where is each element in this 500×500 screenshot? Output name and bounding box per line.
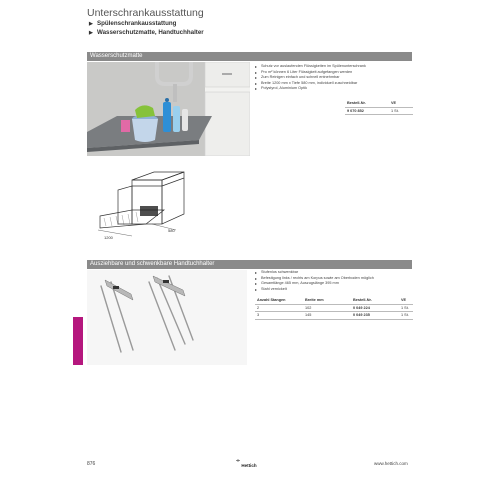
bullet-item: ▸ Stahl vernickelt [255,287,415,293]
subtitle-1-text: Spülenschrankausstattung [97,20,177,27]
col-header: Breite mm [303,297,351,304]
cell: 2 [255,304,303,312]
table-row [255,304,413,312]
bullet-item: ▸ Stufenlos schwenkbar [255,270,415,276]
col-header: VE [399,297,413,304]
bullet-item: ▸ Zum Reinigen einfach und schnell entnehmbar [255,75,415,81]
arrow-icon: ▶ [89,21,93,27]
pack-unit: 1 St. [399,312,413,320]
order-number: 0 049 235 [351,312,399,320]
cell: 102 [303,304,351,312]
chapter-tab [73,317,83,365]
pack-unit: 1 St. [399,304,413,312]
sink-cabinet-photo [87,62,250,156]
hettich-logo [234,458,264,468]
order-table-2 [255,297,413,320]
pack-unit: 1 St. [389,107,413,115]
order-table-1 [345,100,413,115]
col-header: VE [389,100,413,107]
section2-bullets [255,270,415,292]
col-header: Anzahl Stangen [255,297,303,304]
cell: 3 [255,312,303,320]
bullet-item: ▸ Polystyrol, Aluminium Optik [255,86,415,92]
subtitle-2-text: Wasserschutzmatte, Handtuchhalter [97,29,204,36]
dim-width-label: 1200 [104,235,113,240]
bullet-item: ▸ Gesamtlänge 465 mm, Auszugslänge 395 mm [255,281,415,287]
col-header: Bestell-Nr. [351,297,399,304]
section1-bullets [255,64,415,92]
bullet-item: ▸ Befestigung links / rechts am Korpus sowie am Oberboden möglich [255,276,415,282]
page-title: Unterschrankausstattung [87,7,204,19]
arrow-icon: ▶ [89,30,93,36]
table-row [255,312,413,320]
cell: 145 [303,312,351,320]
page-number: 876 [87,461,96,467]
bullet-item: ▸ Pro m² können 6 Liter Flüssigkeit aufgefangen werden [255,70,415,76]
bullet-item: ▸ Breite 1200 mm x Tiefe 580 mm, individuell zuschneidbar [255,81,415,87]
dim-depth-label: 580 [168,228,175,233]
order-number: 0 049 224 [351,304,399,312]
logo-text: Hettich [241,463,257,468]
website-link[interactable]: www.hettich.com [374,461,408,466]
cabinet-mat-drawing [92,166,212,246]
section-bar-handtuchhalter: Ausziehbare und schwenkbare Handtuchhalter [87,260,412,269]
section-bar-wasserschutzmatte: Wasserschutzmatte [87,52,412,61]
subtitle-1 [89,20,176,27]
col-header: Bestell-Nr. [345,100,389,107]
bullet-item: ▸ Schutz vor auslaufenden Flüssigkeiten im Spülenunterschrank [255,64,415,70]
table-row [345,107,413,115]
order-number: 9 070 852 [345,107,389,115]
subtitle-2 [89,29,204,36]
towel-holder-photo [87,270,247,365]
